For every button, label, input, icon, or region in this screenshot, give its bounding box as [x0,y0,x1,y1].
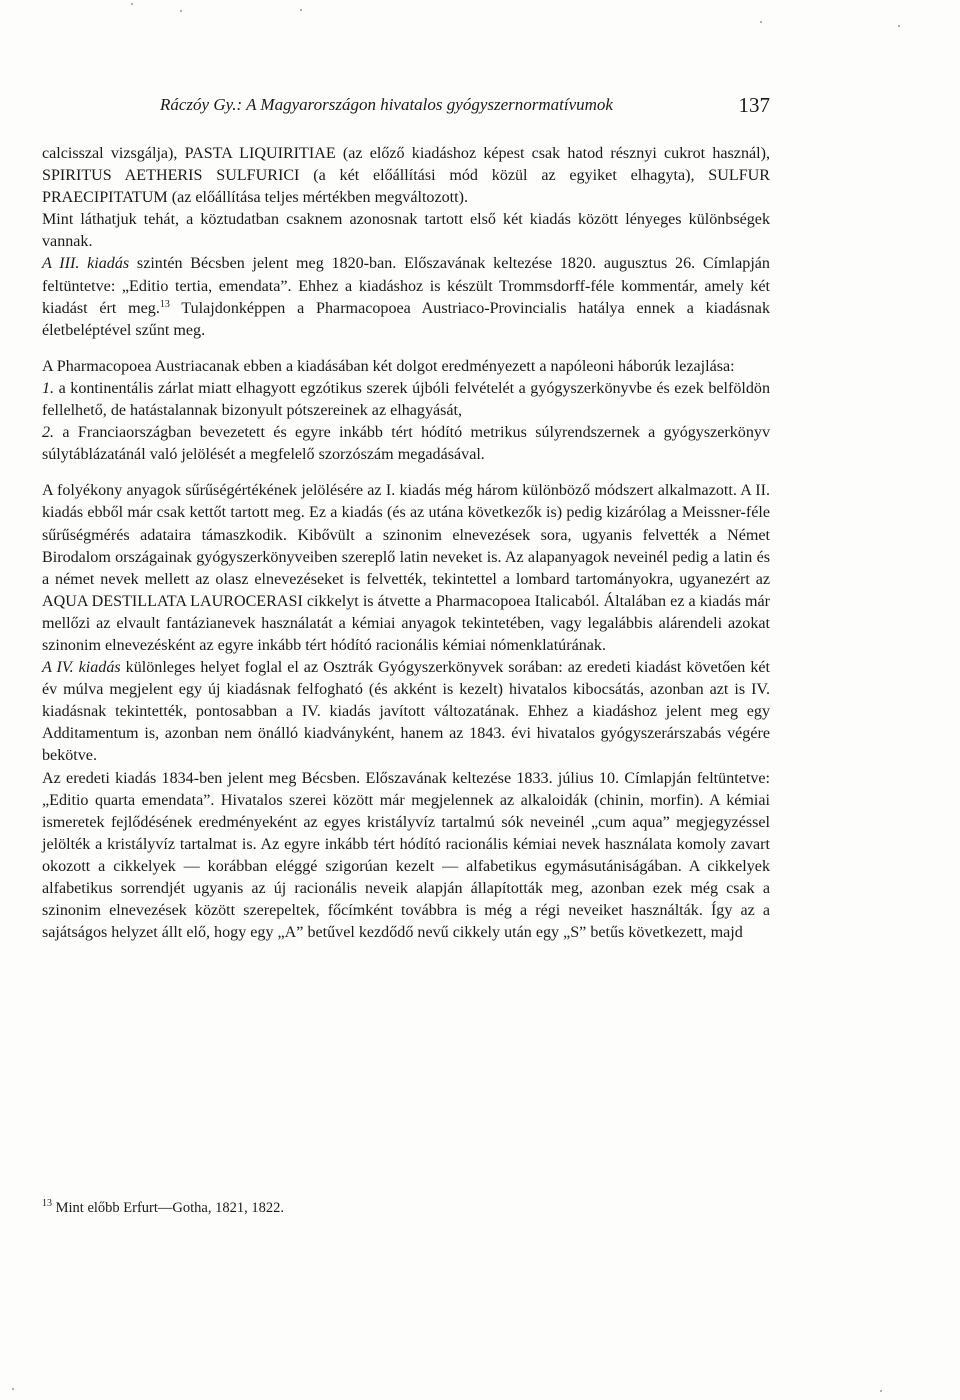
list-item-2 [42,422,770,466]
scan-speck [12,1388,14,1390]
page-header [160,93,770,123]
paragraph-5 [42,480,770,657]
scan-speck [131,3,133,5]
list-item-text: a Franciaországban bevezetett és egyre inkább tért hódító metrikus súlyrendszernek a gyógyszerkönyv súlytáblázatánál való jelölését a megfelelő szorzószám megadásával. [42,424,770,464]
paragraph-4 [42,356,770,378]
page-number: 137 [738,93,770,117]
paragraph-1 [42,143,770,209]
list-item-text: a kontinentális zárlat miatt elhagyott egzótikus szerek újbóli felvételét a gyógyszerkönyvbe és ezek belföldön fellelhető, de hatástalannak bizonyult pótszereinek az elhagyását, [42,379,770,420]
paragraph-3 [42,253,770,341]
list-marker: 1. [42,379,55,397]
list-item-1 [42,378,770,422]
footnote-reference[interactable]: 13 [159,298,170,310]
footnote-text: Mint előbb Erfurt—Gotha, 1821, 1822. [52,1200,284,1216]
paragraph-text: calcisszal vizsgálja), PASTA LIQUIRITIAE (az előző kiadáshoz képest csak hatod résznyi cukrot használ), SPIRITUS AETHERIS SULFURICI (a két előállítási mód közül az egyiket elhagyta), SULFUR PRAECIPITATUM (az előállítása teljes mértékben megváltozott). [42,145,770,207]
paragraph-text: Mint láthatjuk tehát, a köztudatban csaknem azonosnak tartott első két kiadás között lényeges különbségek vannak. [42,211,770,251]
paragraph-lead: A IV. kiadás [42,659,121,677]
paragraph-text: Az eredeti kiadás 1834-ben jelent meg Bécsben. Előszavának keltezése 1833. július 10. Címlapján feltüntetve: „Editio quarta emendata”. Hivatalos szerei között már megjelennek az alkaloidák (chinin, morfin). A kémiai ismeretek fejlődésének eredményeként az egyes kristályvíz tartalmú sók neveinél „cum aqua” megjegyzéssel jelölték a kristályvíz tartalmat is. Az egyre inkább tért hódító racionális kémiai nevek használata komoly zavart okozott a cikkelyek — korábban eléggé szigorúan kezelt — alfabetikus egymásutániságában. A cikkelyek alfabetikus sorrendjét ugyanis az új racionális neveik alapján állapították meg, azonban ezek még csak a szinonim elnevezések között szerepeltek, főcímként továbbra is még a régi neveiket használták. Így az a sajátságos helyzet állt elő, hogy egy „A” betűvel kezdődő nevű cikkely után egy „S” betűs következett, majd [42,769,770,942]
paragraph-text: szintén Bécsben jelent meg 1820-ban. Előszavának keltezése 1820. augusztus 26. Címlapján feltüntetve: „Editio tertia, emendata”. Ehhez a kiadáshoz is készült Trommsdorff-féle kommentár, amely két kiadást ért meg. [42,255,770,317]
scan-speck [180,10,182,12]
paragraph-lead: A III. kiadás [42,255,130,273]
scan-speck [760,21,762,23]
paragraph-2 [42,209,770,253]
scan-speck [300,9,302,11]
article-body [42,143,770,944]
paragraph-6 [42,657,770,767]
scan-speck [880,1390,882,1392]
paragraph-text: A Pharmacopoea Austriacanak ebben a kiadásában két dolgot eredményezett a napóleoni háborúk lezajlása: [42,357,735,375]
running-title: Ráczóy Gy.: A Magyarországon hivatalos gyógyszernormatívumok [160,95,613,114]
list-marker: 2. [42,424,55,442]
paragraph-text: különleges helyet foglal el az Osztrák Gyógyszerkönyvek sorában: az eredeti kiadást követően két év múlva megjelent egy új kiadásnak felfogható (és akként is kezelt) hivatalos kibocsátás, azonban azt is IV. kiadásnak tekintették, pontosabban a IV. kiadás javított változatának. Ehhez a kiadáshoz jelent meg egy Additamentum is, azonban nem önálló kiadványként, hanem az 1843. évi hivatalos gyógyszerárszabás végére bekötve. [42,659,770,765]
footnote-marker: 13 [42,1198,52,1209]
paragraph-text: A folyékony anyagok sűrűségértékének jelölésére az I. kiadás még három különböző módszert alkalmazott. A II. kiadás ebből már csak kettőt tartott meg. Ez a kiadás (és az utána következők is) pedig kizárólag a Meissner-féle sűrűségmérés adataira támaszkodik. Kibővült a szinonim elnevezések sora, ugyanis felvették a Német Birodalom országainak gyógyszerkönyveiben szereplő latin neveket is. Az alapanyagok neveinél pedig a latin és a német nevek mellett az olasz elnevezéseket is felvették, tekintettel a lombard tartományokra, ugyanezért az AQUA DESTILLATA LAUROCERASI cikkelyt is átvette a Pharmacopoea Italicaból. Általában ez a kiadás már mellőzi az elvault fantázianevek használatát a kémiai anyagok tekintetében, vagy legalábbis alárendeli azokat szinonim elnevezésként az egyre inkább tért hódító racionális kémiai nómenklatúrának. [42,482,770,654]
footnote [42,1198,770,1218]
scan-speck [898,25,900,27]
paragraph-text-continued: Tulajdonképpen a Pharmacopoea Austriaco-Provincialis hatálya ennek a kiadásnak életbeléptével szűnt meg. [42,299,770,339]
paragraph-7 [42,768,770,945]
